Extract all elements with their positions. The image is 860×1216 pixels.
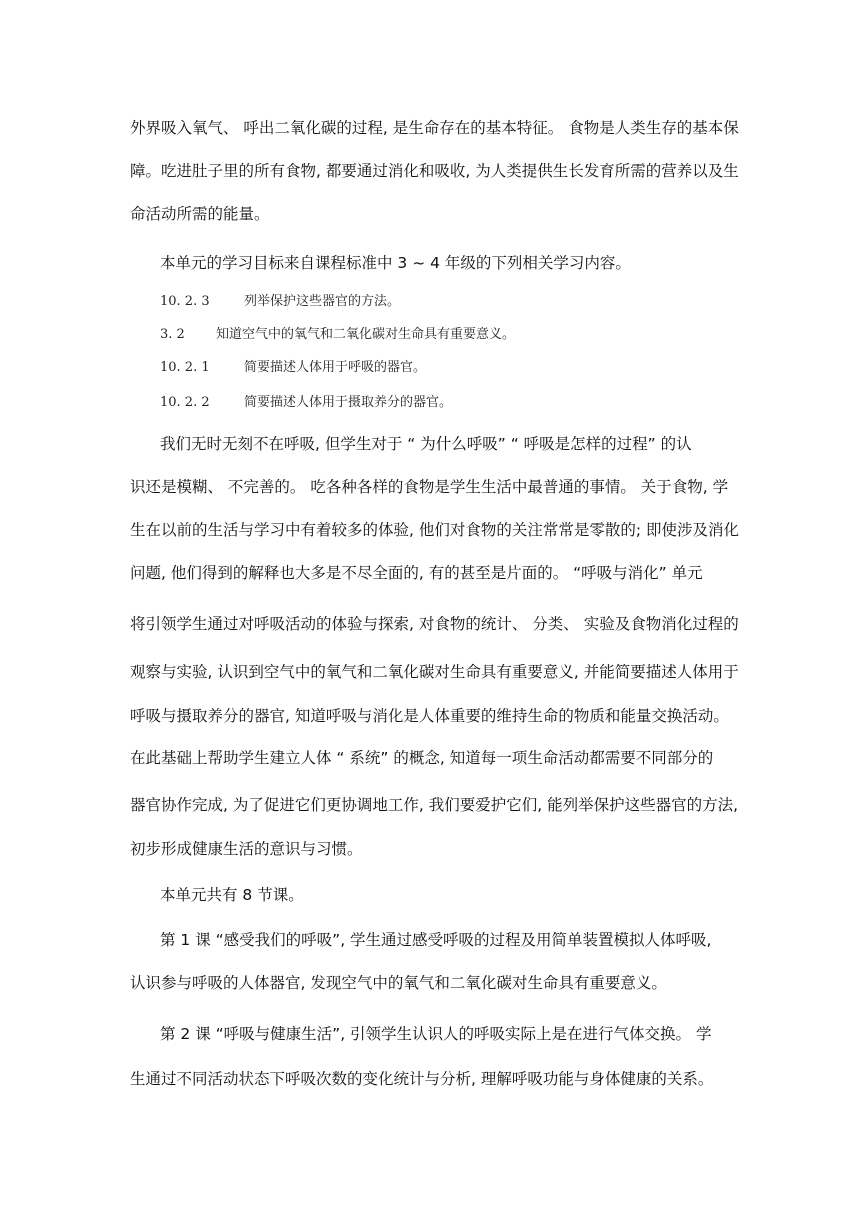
- paragraph-3-line-7: 呼吸与摄取养分的器官, 知道呼吸与消化是人体重要的维持生命的物质和能量交换活动。: [130, 707, 729, 725]
- paragraph-6-line-2: 生通过不同活动状态下呼吸次数的变化统计与分析, 理解呼吸功能与身体健康的关系。: [130, 1070, 714, 1088]
- standard-number: 3. 2: [160, 327, 185, 342]
- standard-item: [160, 358, 426, 378]
- paragraph-6-line-1: 第 2 课 “呼吸与健康生活”, 引领学生认识人的呼吸实际上是在进行气体交换。 学: [160, 1025, 712, 1043]
- paragraph-3-line-4: 问题, 他们得到的解释也大多是不尽全面的, 有的甚至是片面的。 “呼吸与消化” 单元: [130, 564, 703, 582]
- paragraph-4: 本单元共有 8 节课。: [160, 886, 304, 904]
- paragraph-1-line-1: 外界吸入氧气、 呼出二氧化碳的过程, 是生命存在的基本特征。 食物是人类生存的基本保: [130, 119, 739, 137]
- paragraph-5-line-1: 第 1 课 “感受我们的呼吸”, 学生通过感受呼吸的过程及用简单装置模拟人体呼吸,: [160, 931, 712, 949]
- paragraph-3-line-6: 观察与实验, 认识到空气中的氧气和二氧化碳对生命具有重要意义, 并能简要描述人体用于: [130, 663, 739, 681]
- paragraph-3-line-3: 生在以前的生活与学习中有着较多的体验, 他们对食物的关注常常是零散的; 即使涉及消化: [130, 521, 740, 539]
- standard-item: [160, 393, 452, 413]
- standard-text: 知道空气中的氧气和二氧化碳对生命具有重要意义。: [216, 327, 516, 342]
- standard-text: 简要描述人体用于呼吸的器官。: [244, 360, 427, 375]
- standard-number: 10. 2. 2: [160, 395, 210, 410]
- paragraph-3-line-10: 初步形成健康生活的意识与习惯。: [130, 840, 363, 858]
- standard-number: 10. 2. 3: [160, 294, 210, 309]
- paragraph-3-line-2: 识还是模糊、 不完善的。 吃各种各样的食物是学生生活中最普通的事情。 关于食物, 学: [130, 478, 729, 496]
- paragraph-3-line-5: 将引领学生通过对呼吸活动的体验与探索, 对食物的统计、 分类、 实验及食物消化过程的: [130, 615, 739, 633]
- paragraph-1-line-2: 障。吃进肚子里的所有食物, 都要通过消化和吸收, 为人类提供生长发育所需的营养以及生: [130, 162, 739, 180]
- paragraph-3-line-9: 器官协作完成, 为了促进它们更协调地工作, 我们要爱护它们, 能列举保护这些器官的方法,: [130, 796, 738, 814]
- standard-text: 列举保护这些器官的方法。: [244, 294, 401, 309]
- paragraph-3-line-1: 我们无时无刻不在呼吸, 但学生对于 “ 为什么呼吸” “ 呼吸是怎样的过程” 的认: [160, 435, 692, 453]
- standard-number: 10. 2. 1: [160, 360, 210, 375]
- paragraph-5-line-2: 认识参与呼吸的人体器官, 发现空气中的氧气和二氧化碳对生命具有重要意义。: [130, 974, 667, 992]
- standard-text: 简要描述人体用于摄取养分的器官。: [244, 395, 453, 410]
- paragraph-3-line-8: 在此基础上帮助学生建立人体 “ 系统” 的概念, 知道每一项生命活动都需要不同部分的: [130, 749, 714, 767]
- paragraph-2: 本单元的学习目标来自课程标准中 3 ~ 4 年级的下列相关学习内容。: [160, 254, 631, 272]
- standard-item: [160, 325, 515, 345]
- paragraph-1-line-3: 命活动所需的能量。: [130, 205, 270, 223]
- standard-item: [160, 292, 400, 312]
